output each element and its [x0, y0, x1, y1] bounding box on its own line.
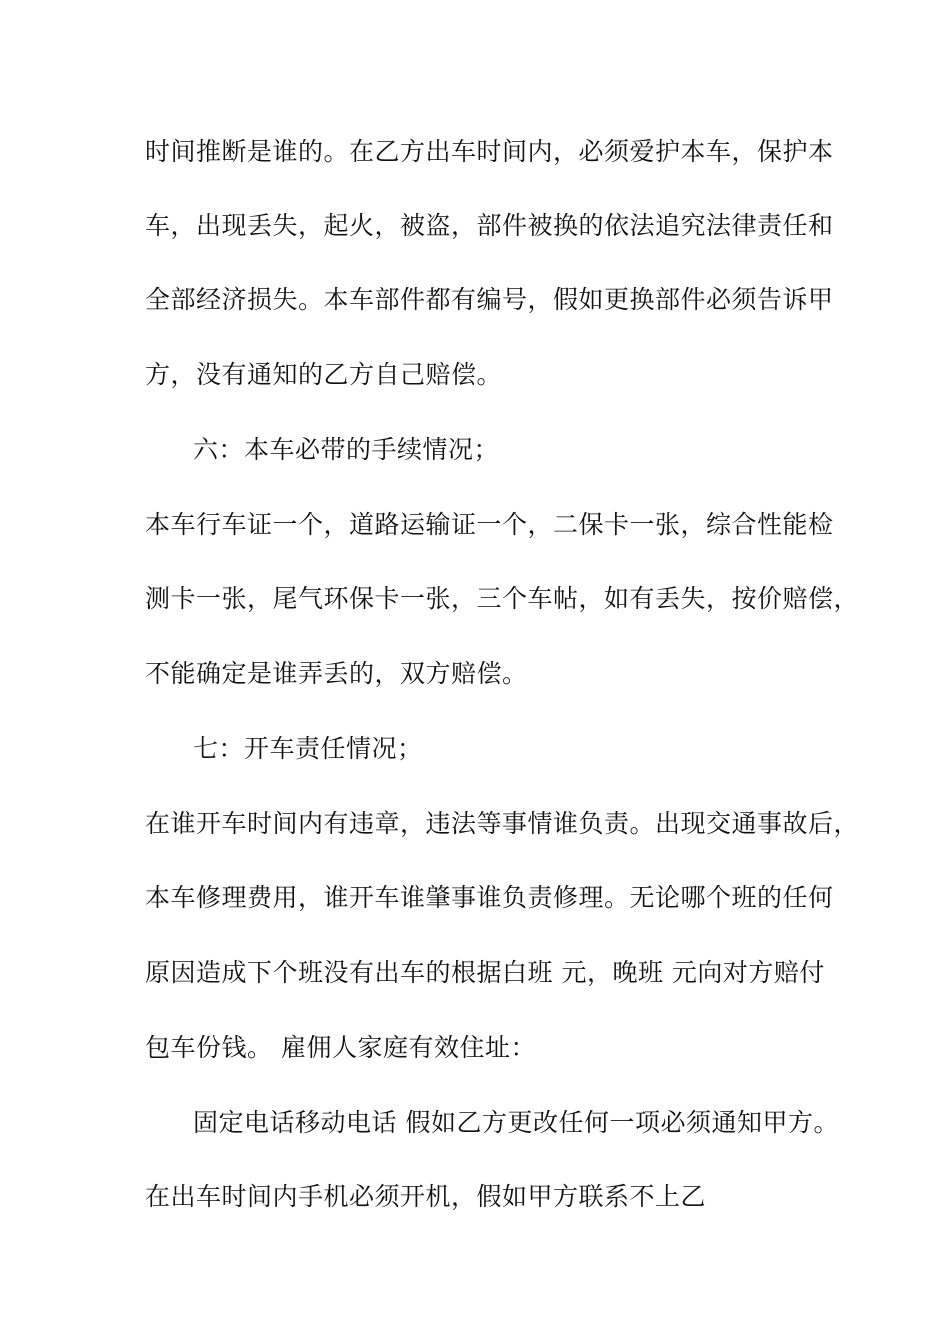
paragraph-line: 时间推断是谁的。在乙方出车时间内，必须爱护本车，保护本 [145, 137, 834, 166]
paragraph-line: 测卡一张，尾气环保卡一张，三个车帖，如有丢失，按价赔偿， [145, 584, 860, 613]
paragraph-line: 在谁开车时间内有违章，违法等事情谁负责。出现交通事故后， [145, 809, 860, 838]
paragraph-line: 在出车时间内手机必须开机，假如甲方联系不上乙 [145, 1182, 707, 1211]
paragraph-line: 全部经济损失。本车部件都有编号，假如更换部件必须告诉甲 [145, 285, 834, 314]
paragraph-line: 包车份钱。 雇佣人家庭有效住址： [145, 1033, 536, 1062]
paragraph-line: 原因造成下个班没有出车的根据白班 元，晚班 元向对方赔付 [145, 958, 825, 987]
section-heading-7: 七：开车责任情况； [193, 734, 423, 763]
paragraph-line: 本车行车证一个，道路运输证一个，二保卡一张，综合性能检 [145, 510, 834, 539]
section-heading-6: 六：本车必带的手续情况； [193, 435, 500, 464]
paragraph-line: 不能确定是谁弄丢的，双方赔偿。 [145, 659, 528, 688]
paragraph-line: 固定电话移动电话 假如乙方更改任何一项必须通知甲方。 [193, 1108, 839, 1137]
paragraph-line: 车，出现丢失，起火，被盗，部件被换的依法追究法律责任和 [145, 211, 834, 240]
paragraph-line: 方，没有通知的乙方自己赔偿。 [145, 360, 503, 389]
paragraph-line: 本车修理费用，谁开车谁肇事谁负责修理。无论哪个班的任何 [145, 883, 834, 912]
